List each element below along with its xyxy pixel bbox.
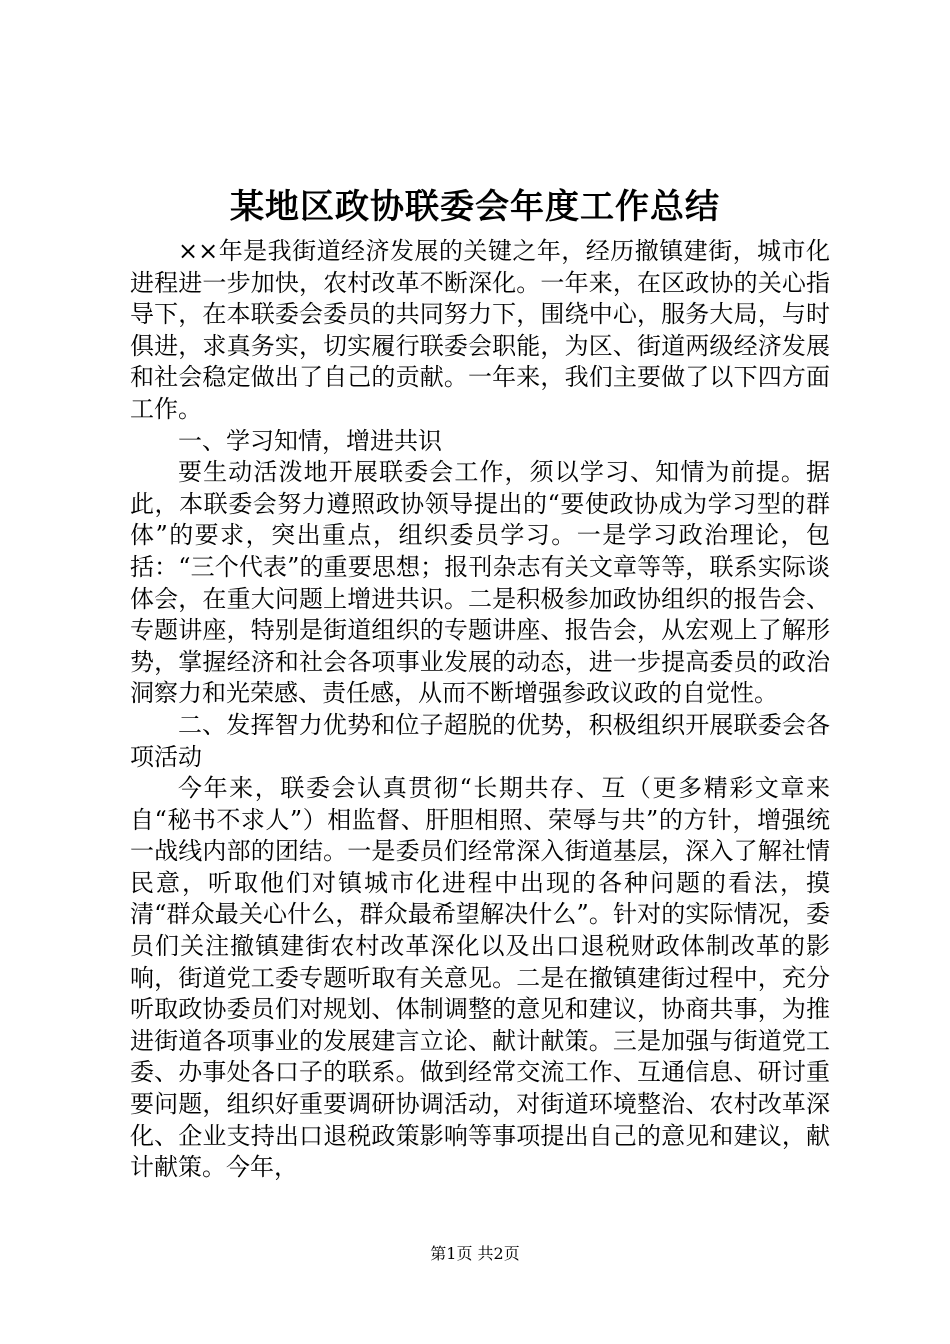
paragraph-section-2: 今年来，联委会认真贯彻“长期共存、互（更多精彩文章来自“秘书不求人”）相监督、肝胆相照、荣辱与共”的方针，增强统一战线内部的团结。一是委员们经常深入街道基层，深入了解社情民意，听取他们对镇城市化进程中出现的各种问题的看法，摸清“群众最关心什么，群众最希望解决什么”。针对的实际情况，委员们关注撤镇建街农村改革深化以及出口退税财政体制改革的影响，街道党工委专题听取有关意见。二是在撤镇建街过程中，充分听取政协委员们对规划、体制调整的意见和建议，协商共事，为推进街道各项事业的发展建言立论、献计献策。三是加强与街道党工委、办事处各口子的联系。做到经常交流工作、互通信息、研讨重要问题，组织好重要调研协调活动，对街道环境整治、农村改革深化、企业支持出口退税政策影响等事项提出自己的意见和建议，献计献策。今年， bbox=[130, 774, 830, 1182]
paragraph-section-1: 要生动活泼地开展联委会工作，须以学习、知情为前提。据此，本联委会努力遵照政协领导提出的“要使政协成为学习型的群体”的要求，突出重点，组织委员学习。一是学习政治理论，包括：“三个代表”的重要思想；报刊杂志有关文章等等，联系实际谈体会，在重大问题上增进共识。二是积极参加政协组织的报告会、专题讲座，特别是街道组织的专题讲座、报告会，从宏观上了解形势，掌握经济和社会各项事业发展的动态，进一步提高委员的政治洞察力和光荣感、责任感，从而不断增强参政议政的自觉性。 bbox=[130, 458, 830, 708]
page-footer: 第1页 共2页 bbox=[430, 1244, 520, 1263]
section-heading-2: 二、发挥智力优势和位子超脱的优势，积极组织开展联委会各项活动 bbox=[130, 710, 830, 771]
page-title: 某地区政协联委会年度工作总结 bbox=[230, 187, 720, 227]
section-heading-1: 一、学习知情，增进共识 bbox=[178, 426, 442, 455]
paragraph-intro: ××年是我街道经济发展的关键之年，经历撤镇建街，城市化进程进一步加快，农村改革不断深化。一年来，在区政协的关心指导下，在本联委会委员的共同努力下，围绕中心，服务大局，与时俱进，求真务实，切实履行联委会职能，为区、街道两级经济发展和社会稳定做出了自己的贡献。一年来，我们主要做了以下四方面工作。 bbox=[130, 237, 830, 423]
document-body bbox=[130, 236, 830, 1184]
